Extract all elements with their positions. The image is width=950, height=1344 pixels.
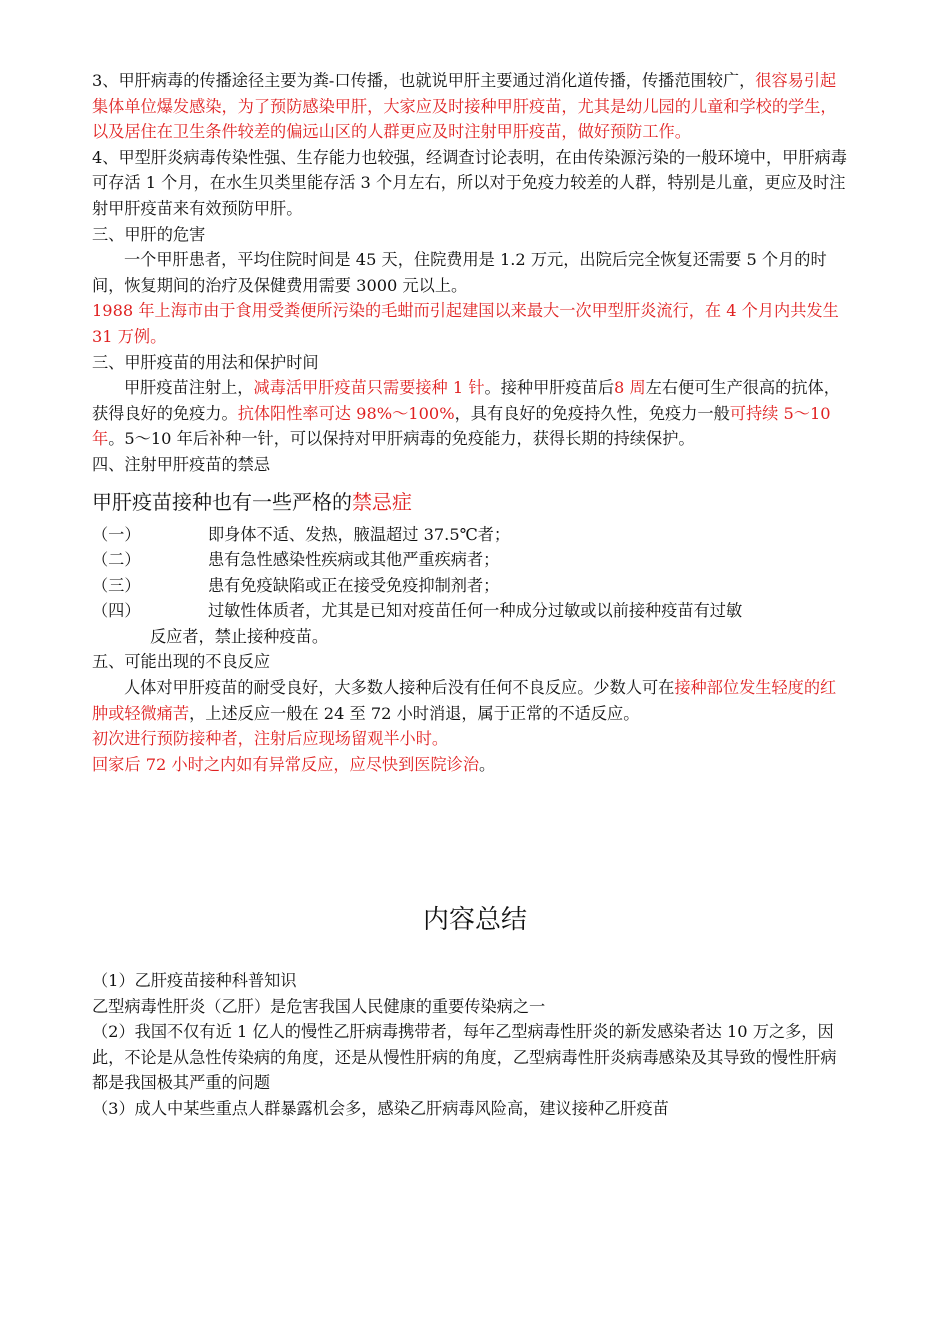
paragraph-survival: 4、甲型肝炎病毒传染性强、生存能力也较强，经调查讨论表明，在由传染源污染的一般环境中，甲肝病毒可存活 1 个月，在水生贝类里能存活 3 个月左右，所以对于免疫力较差的人群，特别是儿童，更应及时注射甲肝疫苗来有效预防甲肝。 [92, 147, 847, 218]
list-item: （二） 患有急性感染性疾病或其他严重疾病者； [92, 550, 500, 570]
heading-contraindications: 四、注射甲肝疫苗的禁忌 [92, 454, 271, 474]
main-content [92, 68, 852, 777]
list-item: （四） 过敏性体质者，尤其是已知对疫苗任何一种成分过敏或以前接种疫苗有过敏 [92, 601, 743, 621]
summary-title: 内容总结 [422, 905, 527, 935]
paragraph-return-home: 回家后 72 小时之内如有异常反应，应尽快到医院诊治。 [92, 754, 496, 774]
summary-line: （2）我国不仅有近 1 亿人的慢性乙肝病毒携带者，每年乙型病毒性肝炎的新发感染者达 10 万之多，因此，不论是从急性传染病的角度，还是从慢性肝病的角度，乙型病毒性肝炎病毒感染及其导致的慢性肝病都是我国极其严重的问题 [92, 1022, 837, 1093]
summary-line: （3）成人中某些重点人群暴露机会多，感染乙肝病毒风险高，建议接种乙肝疫苗 [92, 1098, 669, 1118]
heading-contraindications-large: 甲肝疫苗接种也有一些严格的禁忌症 [92, 489, 412, 514]
list-item: （三） 患有免疫缺陷或正在接受免疫抑制剂者； [92, 575, 500, 595]
paragraph-adverse: 人体对甲肝疫苗的耐受良好，大多数人接种后没有任何不良反应。少数人可在接种部位发生轻度的红肿或轻微痛苦，上述反应一般在 24 至 72 小时消退，属于正常的不适反应。 [92, 678, 837, 723]
summary-line: 乙型病毒性肝炎（乙肝）是危害我国人民健康的重要传染病之一 [92, 996, 546, 1016]
summary-line: （1）乙肝疫苗接种科普知识 [92, 971, 297, 990]
heading-harm: 三、甲肝的危害 [92, 224, 206, 244]
paragraph-usage: 甲肝疫苗注射上，减毒活甲肝疫苗只需要接种 1 针。接种甲肝疫苗后8 周左右便可生产很高的抗体，获得良好的免疫力。抗体阳性率可达 98%～100%，具有良好的免疫持久性，免疫力一般可持续 5～10 年。5～10 年后补种一针，可以保持对甲肝病毒的免疫能力，获得长期的持续保护。 [92, 378, 840, 449]
paragraph-transmission: 3、甲肝病毒的传播途径主要为粪-口传播，也就说甲肝主要通过消化道传播，传播范围较广，很容易引起集体单位爆发感染，为了预防感染甲肝，大家应及时接种甲肝疫苗，尤其是幼儿园的儿童和学校的学生，以及居住在卫生条件较差的偏远山区的人群更应及时注射甲肝疫苗，做好预防工作。 [92, 71, 837, 142]
heading-usage: 三、甲肝疫苗的用法和保护时间 [92, 352, 319, 372]
heading-adverse: 五、可能出现的不良反应 [92, 652, 271, 672]
highlight-text: 很容易引起集体单位爆发感染，为了预防感染甲肝，大家应及时接种甲肝疫苗，尤其是幼儿园的儿童和学校的学生，以及居住在卫生条件较差的偏远山区的人群更应及时注射甲肝疫苗，做好预防工作。 [92, 71, 837, 142]
paragraph-observation: 初次进行预防接种者，注射后应现场留观半小时。 [92, 729, 449, 749]
list-item-continuation: 反应者，禁止接种疫苗。 [150, 626, 329, 646]
paragraph-harm: 一个甲肝患者，平均住院时间是 45 天，住院费用是 1.2 万元，出院后完全恢复还需要 5 个月的时间，恢复期间的治疗及保健费用需要 3000 元以上。 [92, 250, 827, 295]
paragraph-1988-outbreak: 1988 年上海市由于食用受粪便所污染的毛蚶而引起建国以来最大一次甲型肝炎流行，在 4 个月内共发生 31 万例。 [92, 301, 839, 346]
list-item: （一） 即身体不适、发热，腋温超过 37.5℃者； [92, 524, 511, 544]
summary-content [92, 968, 852, 1122]
